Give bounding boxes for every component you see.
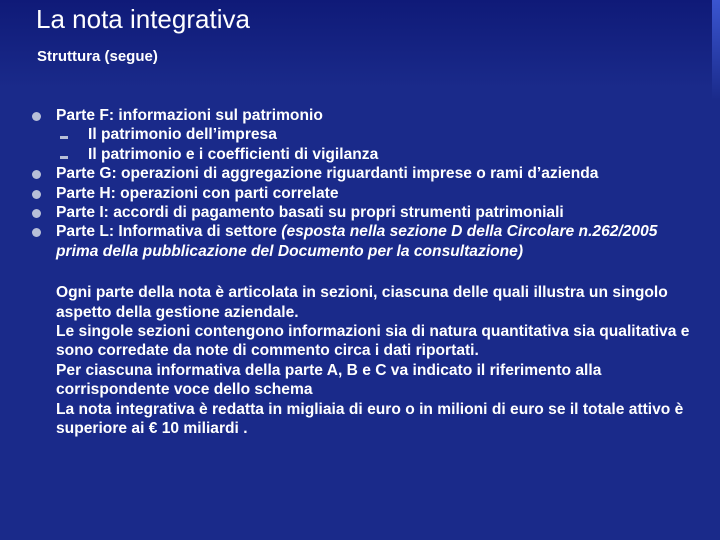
bullet-text: Parte L: Informativa di settore <box>56 223 282 241</box>
dash-icon <box>60 136 68 139</box>
bullet-text: Parte I: accordi di pagamento basati su propri strumenti patrimoniali <box>56 204 564 222</box>
dash-icon <box>60 156 68 159</box>
bullet-item <box>32 203 692 222</box>
slide-subtitle: Struttura (segue) <box>37 48 158 65</box>
bullet-item <box>32 164 692 183</box>
explanatory-paragraphs <box>32 283 692 438</box>
paragraph: Le singole sezioni contengono informazioni sia di natura quantitativa sia qualitativa e sono corredate da note di commento circa i dati riportati. <box>56 323 690 360</box>
bullet-note: (esposta nella sezione D della Circolare n.262/2005 prima della pubblicazione del Documento per la consultazione) <box>56 223 658 260</box>
bullet-dot-icon <box>32 190 41 199</box>
bullet-text: Parte H: operazioni con parti correlate <box>56 184 339 202</box>
bullet-item <box>32 184 692 203</box>
paragraph: Ogni parte della nota è articolata in sezioni, ciascuna delle quali illustra un singolo aspetto della gestione aziendale. <box>56 284 668 321</box>
bullet-text: Parte F: informazioni sul patrimonio <box>56 107 323 124</box>
sub-bullet-text: Il patrimonio dell’impresa <box>88 126 277 144</box>
accent-bar <box>712 0 720 100</box>
paragraph: Per ciascuna informativa della parte A, B e C va indicato il riferimento alla corrispondente voce dello schema <box>56 361 602 399</box>
sub-bullet-item <box>32 145 692 164</box>
bullet-text: Parte G: operazioni di aggregazione riguardanti imprese o rami d’azienda <box>56 165 599 183</box>
sub-bullet-item <box>32 125 692 144</box>
bullet-item <box>32 222 692 261</box>
slide-title: La nota integrativa <box>36 4 250 34</box>
bullet-dot-icon <box>32 228 41 237</box>
bullet-dot-icon <box>32 112 41 121</box>
bullet-dot-icon <box>32 170 41 179</box>
bullet-item <box>32 106 692 125</box>
slide-content <box>32 106 692 439</box>
sub-bullet-text: Il patrimonio e i coefficienti di vigilanza <box>88 145 379 163</box>
bullet-dot-icon <box>32 209 41 218</box>
paragraph: La nota integrativa è redatta in migliaia di euro o in milioni di euro se il totale attivo è superiore ai € 10 miliardi . <box>56 400 684 438</box>
